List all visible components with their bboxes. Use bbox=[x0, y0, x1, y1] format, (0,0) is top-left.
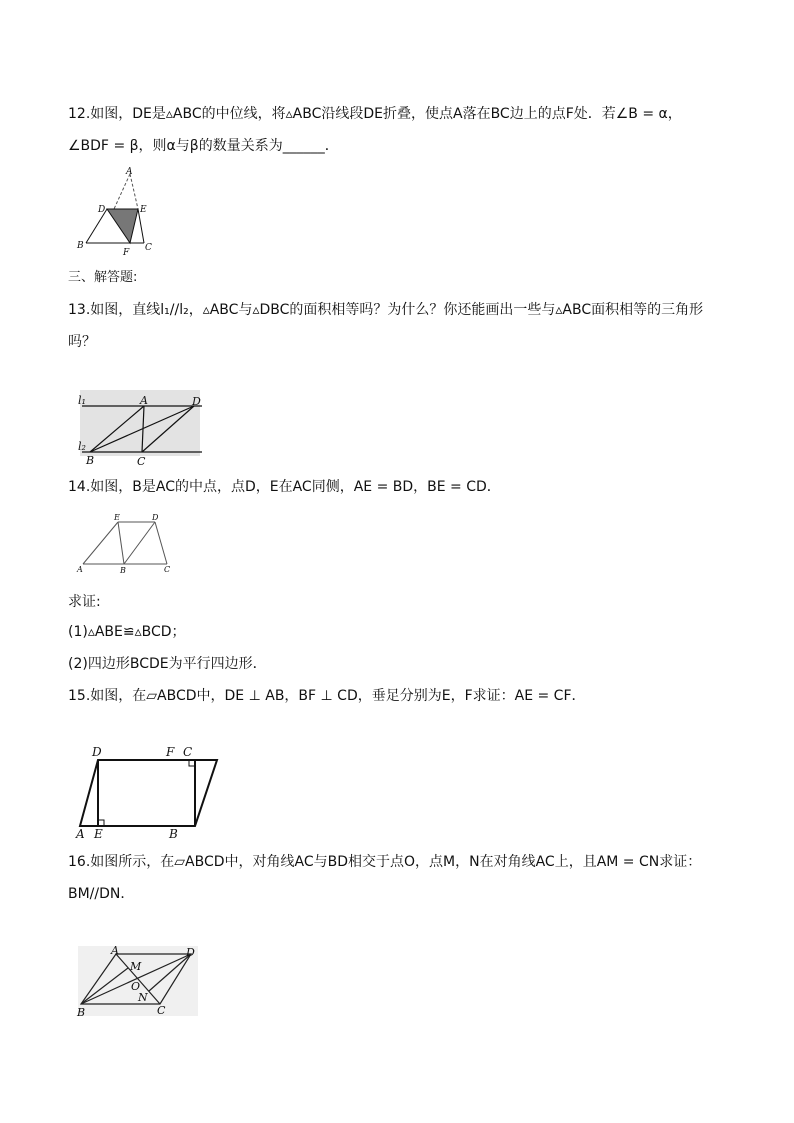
label-B: B bbox=[86, 454, 95, 467]
label-D: D bbox=[192, 395, 201, 408]
label-O: O bbox=[131, 980, 141, 993]
segment-DC bbox=[155, 522, 167, 564]
label-C: C bbox=[157, 1004, 166, 1017]
label-B: B bbox=[169, 827, 178, 840]
section-title: 三、解答题: bbox=[68, 270, 138, 285]
problem-12-line-1: 12.如图，DE是▵ABC的中位线，将▵ABC沿线段DE折叠，使点A落在BC边上的点F处．若∠B = α， bbox=[68, 106, 682, 122]
label-M: M bbox=[130, 960, 142, 973]
problem-12-line-2: ∠BDF = β，则α与β的数量关系为______． bbox=[68, 138, 339, 154]
folded-triangle-DEF bbox=[107, 209, 138, 243]
problem-14-figure bbox=[74, 510, 178, 576]
label-B: B bbox=[77, 1006, 86, 1019]
problem-16-line-2: BM//DN． bbox=[68, 886, 135, 902]
segment-BD bbox=[124, 522, 155, 564]
label-B: B bbox=[120, 566, 126, 575]
problem-16-figure bbox=[74, 944, 200, 1020]
label-C: C bbox=[137, 455, 146, 468]
label-D: D bbox=[186, 946, 195, 959]
label-D: D bbox=[152, 513, 159, 522]
label-C: C bbox=[145, 243, 152, 253]
problem-14-part-1: (1)▵ABE≌▵BCD； bbox=[68, 624, 186, 640]
label-F: F bbox=[166, 745, 175, 759]
fold-line-AD bbox=[114, 174, 130, 209]
problem-13-line-1: 13.如图，直线l₁//l₂，▵ABC与▵DBC的面积相等吗？为什么？你还能画出一些与▵ABC面积相等的三角形 bbox=[68, 302, 704, 318]
problem-16-line-1: 16.如图所示，在▱ABCD中，对角线AC与BD相交于点O，点M，N在对角线AC上，且AM = CN求证： bbox=[68, 854, 702, 870]
label-C: C bbox=[183, 745, 193, 759]
problem-14-prove: 求证: bbox=[68, 594, 101, 610]
label-A: A bbox=[126, 167, 133, 177]
problem-12-figure bbox=[74, 164, 158, 258]
label-E: E bbox=[114, 513, 120, 522]
label-B: B bbox=[77, 241, 84, 251]
label-C: C bbox=[164, 565, 171, 574]
label-A: A bbox=[76, 827, 85, 840]
label-A: A bbox=[77, 565, 83, 574]
label-E: E bbox=[140, 205, 147, 215]
segment-EB bbox=[118, 522, 124, 564]
fold-line-AE bbox=[130, 174, 138, 209]
label-E: E bbox=[94, 827, 103, 840]
label-D: D bbox=[92, 745, 102, 759]
label-A: A bbox=[140, 394, 148, 407]
problem-14-part-2: (2)四边形BCDE为平行四边形． bbox=[68, 656, 267, 672]
label-l1: l₁ bbox=[78, 394, 86, 407]
problem-15-figure bbox=[74, 744, 224, 840]
problem-15-line-1: 15.如图，在▱ABCD中，DE ⊥ AB，BF ⊥ CD，垂足分别为E，F求证：AE = CF． bbox=[68, 688, 586, 704]
label-D: D bbox=[98, 205, 106, 215]
parallelogram-ABCD bbox=[80, 760, 217, 826]
problem-14-line-1: 14.如图，B是AC的中点，点D，E在AC同侧，AE = BD，BE = CD． bbox=[68, 479, 501, 495]
label-l2: l₂ bbox=[78, 440, 86, 453]
label-A: A bbox=[111, 944, 119, 957]
label-N: N bbox=[138, 991, 148, 1004]
problem-13-figure bbox=[74, 388, 210, 468]
problem-13-line-2: 吗？ bbox=[68, 334, 96, 350]
label-F: F bbox=[123, 248, 130, 258]
segment-AE bbox=[83, 522, 118, 564]
